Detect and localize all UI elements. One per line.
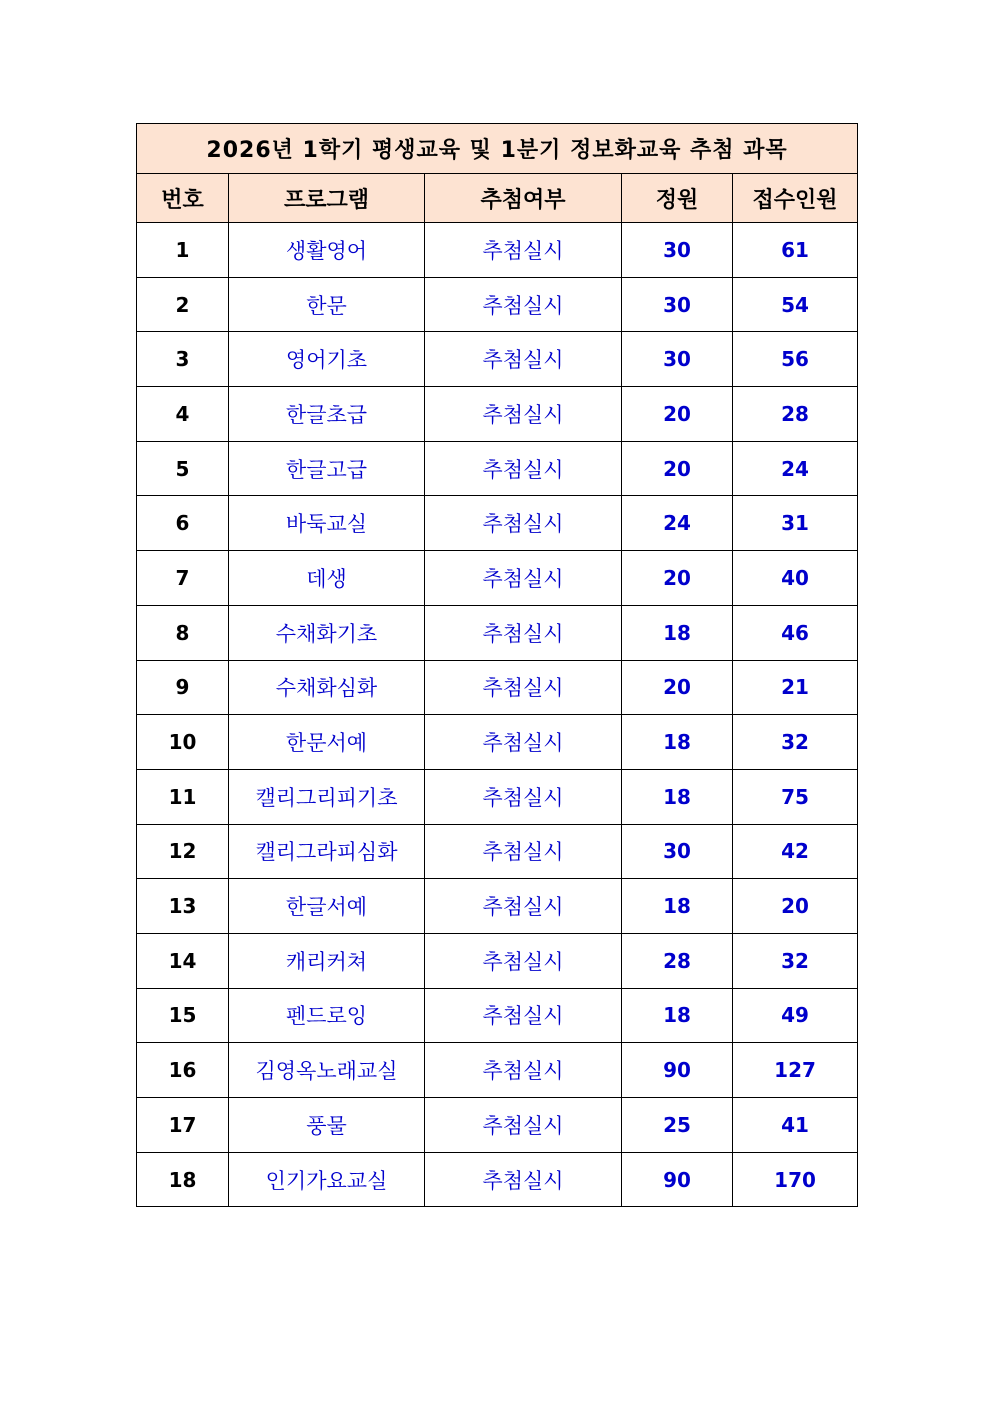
capacity-value: 18 xyxy=(622,605,733,660)
table-row xyxy=(137,824,858,879)
capacity-value: 30 xyxy=(622,277,733,332)
row-number: 11 xyxy=(137,769,229,824)
table-row xyxy=(137,1152,858,1207)
applicants-value: 20 xyxy=(733,879,858,934)
capacity-value: 90 xyxy=(622,1043,733,1098)
program-name: 한글서예 xyxy=(229,879,425,934)
program-name: 영어기초 xyxy=(229,332,425,387)
applicants-value: 32 xyxy=(733,933,858,988)
table-row xyxy=(137,441,858,496)
row-number: 17 xyxy=(137,1098,229,1153)
lottery-status: 추첨실시 xyxy=(425,715,622,770)
row-number: 3 xyxy=(137,332,229,387)
program-name: 캘리그리피기초 xyxy=(229,769,425,824)
column-header-lottery-status: 추첨여부 xyxy=(425,174,622,223)
capacity-value: 20 xyxy=(622,387,733,442)
lottery-status: 추첨실시 xyxy=(425,605,622,660)
row-number: 5 xyxy=(137,441,229,496)
applicants-value: 75 xyxy=(733,769,858,824)
table-row xyxy=(137,1098,858,1153)
program-name: 캐리커쳐 xyxy=(229,933,425,988)
row-number: 8 xyxy=(137,605,229,660)
lottery-status: 추첨실시 xyxy=(425,1098,622,1153)
applicants-value: 54 xyxy=(733,277,858,332)
capacity-value: 90 xyxy=(622,1152,733,1207)
applicants-value: 170 xyxy=(733,1152,858,1207)
lottery-status: 추첨실시 xyxy=(425,496,622,551)
lottery-status: 추첨실시 xyxy=(425,387,622,442)
lottery-status: 추첨실시 xyxy=(425,441,622,496)
lottery-status: 추첨실시 xyxy=(425,223,622,278)
column-header-applicants: 접수인원 xyxy=(733,174,858,223)
column-header-row xyxy=(137,174,858,223)
applicants-value: 21 xyxy=(733,660,858,715)
row-number: 18 xyxy=(137,1152,229,1207)
column-header-number: 번호 xyxy=(137,174,229,223)
table-row xyxy=(137,605,858,660)
program-name: 펜드로잉 xyxy=(229,988,425,1043)
applicants-value: 41 xyxy=(733,1098,858,1153)
table-row xyxy=(137,1043,858,1098)
row-number: 7 xyxy=(137,551,229,606)
column-header-capacity: 정원 xyxy=(622,174,733,223)
program-name: 캘리그라피심화 xyxy=(229,824,425,879)
lottery-status: 추첨실시 xyxy=(425,933,622,988)
applicants-value: 46 xyxy=(733,605,858,660)
applicants-value: 56 xyxy=(733,332,858,387)
table-row xyxy=(137,879,858,934)
table-row xyxy=(137,660,858,715)
program-name: 바둑교실 xyxy=(229,496,425,551)
table-row xyxy=(137,277,858,332)
lottery-status: 추첨실시 xyxy=(425,277,622,332)
program-name: 데생 xyxy=(229,551,425,606)
row-number: 12 xyxy=(137,824,229,879)
capacity-value: 18 xyxy=(622,715,733,770)
applicants-value: 28 xyxy=(733,387,858,442)
lottery-status: 추첨실시 xyxy=(425,660,622,715)
applicants-value: 24 xyxy=(733,441,858,496)
applicants-value: 42 xyxy=(733,824,858,879)
lottery-status: 추첨실시 xyxy=(425,988,622,1043)
table-row xyxy=(137,988,858,1043)
program-name: 한글초급 xyxy=(229,387,425,442)
lottery-status: 추첨실시 xyxy=(425,332,622,387)
lottery-status: 추첨실시 xyxy=(425,879,622,934)
lottery-status: 추첨실시 xyxy=(425,1043,622,1098)
table-row xyxy=(137,715,858,770)
row-number: 2 xyxy=(137,277,229,332)
row-number: 9 xyxy=(137,660,229,715)
program-name: 한문서예 xyxy=(229,715,425,770)
table-row xyxy=(137,551,858,606)
lottery-status: 추첨실시 xyxy=(425,1152,622,1207)
applicants-value: 49 xyxy=(733,988,858,1043)
applicants-value: 31 xyxy=(733,496,858,551)
capacity-value: 28 xyxy=(622,933,733,988)
capacity-value: 18 xyxy=(622,769,733,824)
table-body xyxy=(137,223,858,1207)
table-row xyxy=(137,769,858,824)
capacity-value: 30 xyxy=(622,223,733,278)
capacity-value: 30 xyxy=(622,824,733,879)
program-name: 한문 xyxy=(229,277,425,332)
lottery-status: 추첨실시 xyxy=(425,551,622,606)
program-name: 김영옥노래교실 xyxy=(229,1043,425,1098)
applicants-value: 32 xyxy=(733,715,858,770)
lottery-status: 추첨실시 xyxy=(425,769,622,824)
row-number: 1 xyxy=(137,223,229,278)
program-name: 인기가요교실 xyxy=(229,1152,425,1207)
table-row xyxy=(137,933,858,988)
row-number: 13 xyxy=(137,879,229,934)
table-title: 2026년 1학기 평생교육 및 1분기 정보화교육 추첨 과목 xyxy=(137,124,858,174)
table-row xyxy=(137,223,858,278)
capacity-value: 20 xyxy=(622,551,733,606)
table-row xyxy=(137,332,858,387)
row-number: 16 xyxy=(137,1043,229,1098)
table-row xyxy=(137,496,858,551)
capacity-value: 20 xyxy=(622,441,733,496)
program-name: 생활영어 xyxy=(229,223,425,278)
row-number: 10 xyxy=(137,715,229,770)
lottery-status: 추첨실시 xyxy=(425,824,622,879)
lottery-course-table xyxy=(136,123,858,1207)
program-name: 한글고급 xyxy=(229,441,425,496)
row-number: 15 xyxy=(137,988,229,1043)
capacity-value: 18 xyxy=(622,879,733,934)
capacity-value: 30 xyxy=(622,332,733,387)
capacity-value: 24 xyxy=(622,496,733,551)
capacity-value: 20 xyxy=(622,660,733,715)
applicants-value: 40 xyxy=(733,551,858,606)
table-row xyxy=(137,387,858,442)
row-number: 6 xyxy=(137,496,229,551)
program-name: 수채화심화 xyxy=(229,660,425,715)
row-number: 14 xyxy=(137,933,229,988)
applicants-value: 61 xyxy=(733,223,858,278)
row-number: 4 xyxy=(137,387,229,442)
program-name: 수채화기초 xyxy=(229,605,425,660)
capacity-value: 18 xyxy=(622,988,733,1043)
column-header-program: 프로그램 xyxy=(229,174,425,223)
program-name: 풍물 xyxy=(229,1098,425,1153)
applicants-value: 127 xyxy=(733,1043,858,1098)
capacity-value: 25 xyxy=(622,1098,733,1153)
